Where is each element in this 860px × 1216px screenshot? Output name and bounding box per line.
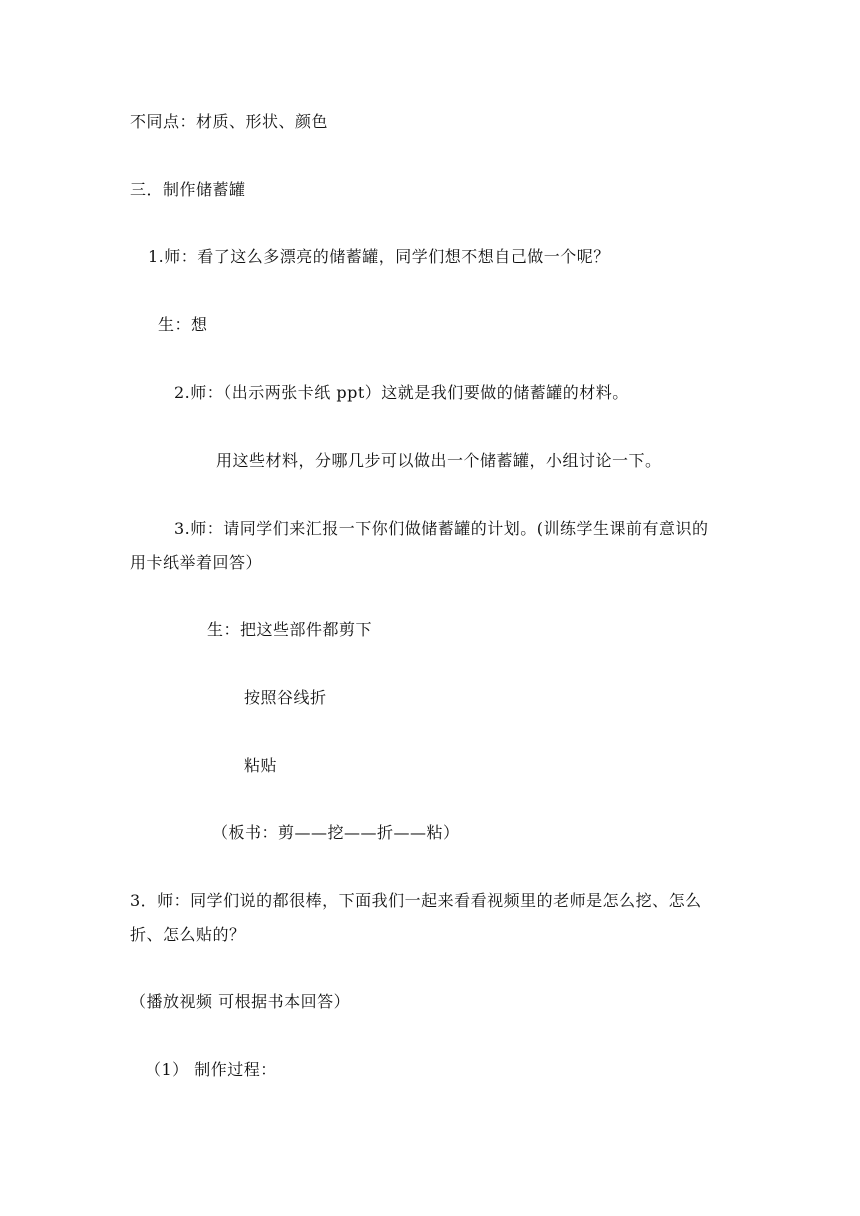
text-line-student-cut: 生：把这些部件都剪下: [207, 620, 373, 639]
text-line-making-process: （1） 制作过程：: [145, 1060, 277, 1079]
text-line-teacher-3-cont: 用卡纸举着回答）: [130, 553, 263, 572]
text-line-paste: 粘贴: [244, 756, 278, 775]
text-line-play-video: （播放视频 可根据书本回答）: [130, 992, 351, 1011]
text-line-student-want: 生：想: [158, 315, 208, 334]
text-line-discussion: 用这些材料，分哪几步可以做出一个储蓄罐，小组讨论一下。: [216, 451, 662, 470]
text-line-teacher-4-cont: 折、怎么贴的？: [130, 925, 246, 944]
text-line-differences: 不同点：材质、形状、颜色: [130, 112, 329, 131]
text-line-teacher-2: 2.师：（出示两张卡纸 ppt）这就是我们要做的储蓄罐的材料。: [174, 383, 629, 402]
text-line-teacher-1: 1.师：看了这么多漂亮的储蓄罐，同学们想不想自己做一个呢？: [148, 247, 610, 266]
text-line-board-writing: （板书：剪——挖——折——粘）: [212, 823, 460, 842]
text-line-teacher-3: 3.师：请同学们来汇报一下你们做储蓄罐的计划。(训练学生课前有意识的: [174, 519, 709, 538]
text-line-fold: 按照谷线折: [244, 688, 327, 707]
text-line-teacher-4: 3．师：同学们说的都很棒，下面我们一起来看看视频里的老师是怎么挖、怎么: [130, 891, 702, 910]
section-heading-make-piggy-bank: 三．制作储蓄罐: [130, 180, 246, 199]
